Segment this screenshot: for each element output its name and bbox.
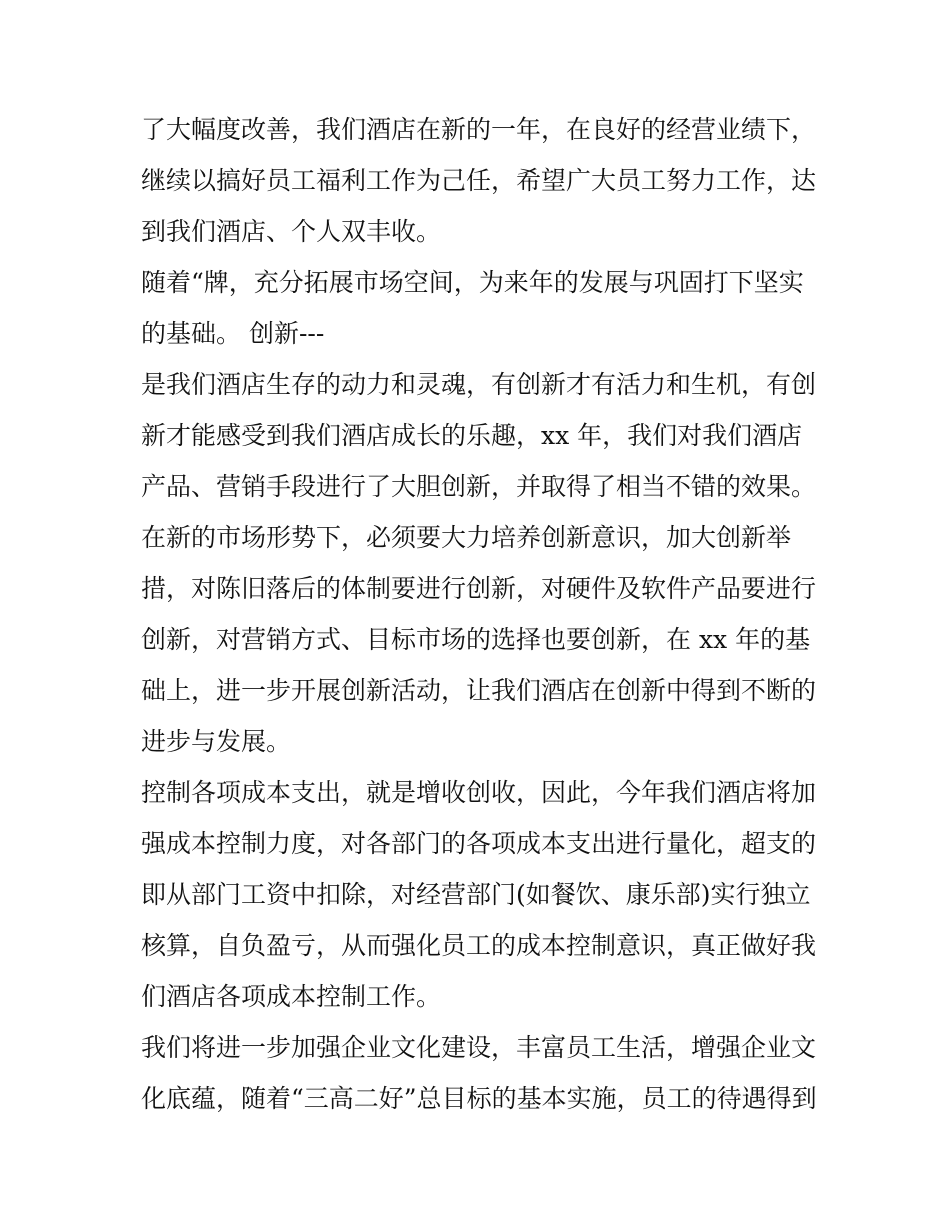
body-text bbox=[141, 104, 821, 1124]
text-line: 核算，自负盈亏，从而强化员工的成本控制意识，真正做好我 bbox=[141, 931, 817, 960]
text-line: 控制各项成本支出，就是增收创收，因此，今年我们酒店将加 bbox=[141, 778, 817, 807]
text-line: 础上，进一步开展创新活动，让我们酒店在创新中得到不断的 bbox=[141, 676, 817, 705]
text-line: 是我们酒店生存的动力和灵魂，有创新才有活力和生机，有创 bbox=[141, 370, 817, 399]
text-line: 进步与发展。 bbox=[141, 727, 292, 756]
text-line: 在新的市场形势下，必须要大力培养创新意识，加大创新举 bbox=[141, 523, 792, 552]
text-line: 创新，对营销方式、目标市场的选择也要创新，在 xx 年的基 bbox=[141, 625, 811, 654]
text-line: 到我们酒店、个人双丰收。 bbox=[141, 217, 442, 246]
text-line: 新才能感受到我们酒店成长的乐趣，xx 年，我们对我们酒店 bbox=[141, 421, 803, 450]
text-line: 我们将进一步加强企业文化建设，丰富员工生活，增强企业文 bbox=[141, 1033, 817, 1062]
text-line: 化底蕴，随着“三高二好”总目标的基本实施，员工的待遇得到 bbox=[141, 1084, 817, 1113]
text-line: 措，对陈旧落后的体制要进行创新，对硬件及软件产品要进行 bbox=[141, 574, 817, 603]
text-line: 的基础。 创新--- bbox=[141, 319, 325, 348]
text-line: 了大幅度改善，我们酒店在新的一年，在良好的经营业绩下， bbox=[141, 115, 817, 144]
text-line: 继续以搞好员工福利工作为己任，希望广大员工努力工作，达 bbox=[141, 166, 817, 195]
text-line: 产品、营销手段进行了大胆创新，并取得了相当不错的效果。 bbox=[141, 472, 817, 501]
text-line: 随着“牌，充分拓展市场空间，为来年的发展与巩固打下坚实 bbox=[141, 268, 804, 297]
text-line: 即从部门工资中扣除，对经营部门(如餐饮、康乐部)实行独立 bbox=[141, 880, 811, 909]
text-line: 强成本控制力度，对各部门的各项成本支出进行量化，超支的 bbox=[141, 829, 817, 858]
text-line: 们酒店各项成本控制工作。 bbox=[141, 982, 442, 1011]
